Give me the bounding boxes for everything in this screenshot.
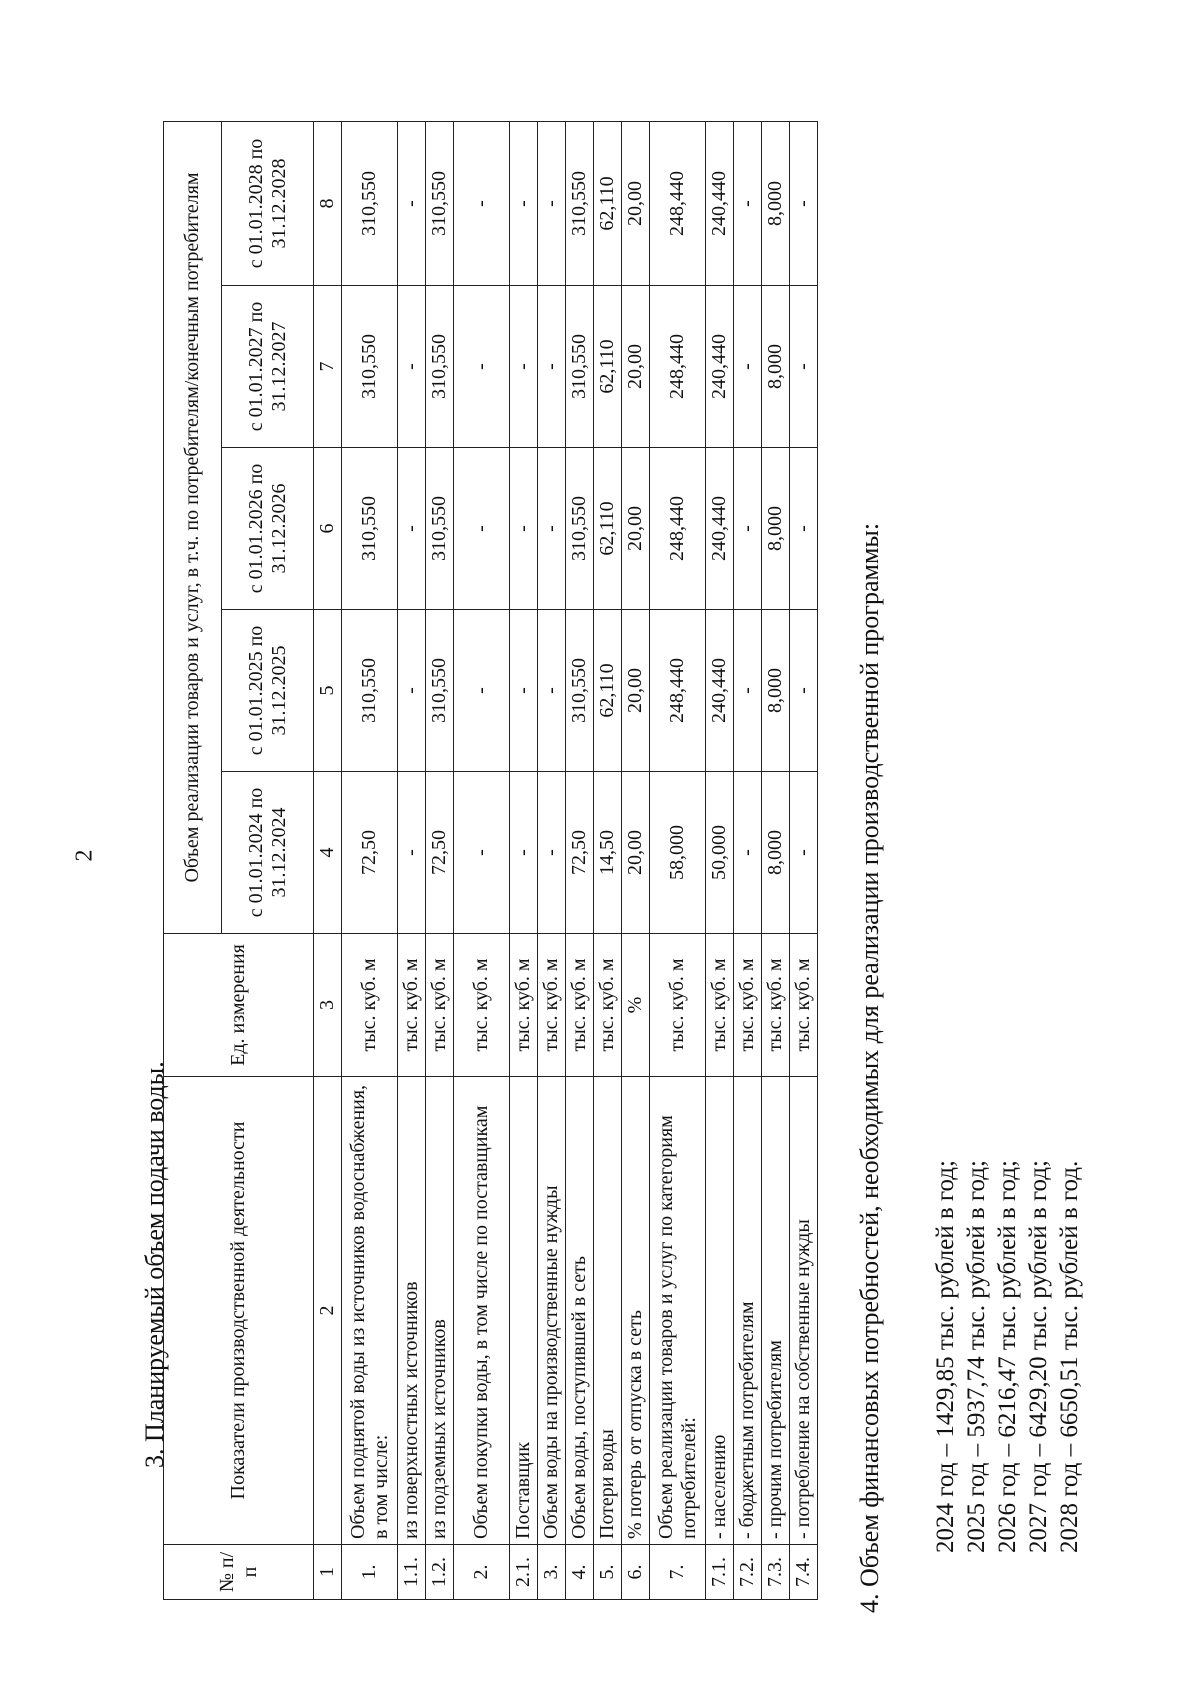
row-num: 2. bbox=[454, 1545, 510, 1600]
row-value: - bbox=[538, 448, 566, 610]
row-value: 72,50 bbox=[426, 772, 454, 934]
row-value: - bbox=[734, 448, 762, 610]
row-value: 310,550 bbox=[342, 286, 398, 448]
row-value: - bbox=[398, 121, 426, 285]
row-value: - bbox=[510, 286, 538, 448]
row-value: - bbox=[510, 610, 538, 772]
header-period-2028: с 01.01.2028 по 31.12.2028 bbox=[222, 121, 314, 285]
table-row bbox=[510, 121, 538, 1599]
financial-need-2028: 2028 год – 6650,51 тыс. рублей в год. bbox=[1056, 1160, 1083, 1553]
row-value: 62,110 bbox=[594, 610, 622, 772]
row-unit: тыс. куб. м bbox=[566, 934, 594, 1077]
row-indicator: Поставщик bbox=[510, 1077, 538, 1545]
row-value: - bbox=[538, 286, 566, 448]
col-number: 8 bbox=[314, 121, 342, 285]
table-row bbox=[650, 121, 706, 1599]
section-4-title: 4. Объем финансовых потребностей, необходимых для реализации производственной программы: bbox=[855, 522, 884, 1613]
row-value: - bbox=[734, 121, 762, 285]
row-value: - bbox=[398, 448, 426, 610]
row-value: - bbox=[454, 610, 510, 772]
row-value: 310,550 bbox=[426, 448, 454, 610]
row-value: 310,550 bbox=[342, 448, 398, 610]
col-number: 7 bbox=[314, 286, 342, 448]
row-value: 310,550 bbox=[566, 121, 594, 285]
row-indicator: - населению bbox=[706, 1077, 734, 1545]
row-indicator: - прочим потребителям bbox=[762, 1077, 790, 1545]
row-unit: тыс. куб. м bbox=[594, 934, 622, 1077]
row-value: 310,550 bbox=[566, 610, 594, 772]
row-value: - bbox=[790, 610, 818, 772]
row-value: - bbox=[398, 772, 426, 934]
col-number: 6 bbox=[314, 448, 342, 610]
row-unit: тыс. куб. м bbox=[426, 934, 454, 1077]
row-num: 2.1. bbox=[510, 1545, 538, 1600]
row-value: 310,550 bbox=[426, 610, 454, 772]
row-value: - bbox=[398, 286, 426, 448]
header-period-2024: с 01.01.2024 по 31.12.2024 bbox=[222, 772, 314, 934]
row-value: 20,00 bbox=[622, 286, 650, 448]
header-period-2027: с 01.01.2027 по 31.12.2027 bbox=[222, 286, 314, 448]
row-indicator: - бюджетным потребителям bbox=[734, 1077, 762, 1545]
row-num: 1.2. bbox=[426, 1545, 454, 1600]
row-unit: тыс. куб. м bbox=[706, 934, 734, 1077]
row-value: 240,440 bbox=[706, 121, 734, 285]
row-unit: тыс. куб. м bbox=[342, 934, 398, 1077]
table-row bbox=[734, 121, 762, 1599]
row-value: - bbox=[790, 772, 818, 934]
row-indicator: Объем воды, поступившей в сеть bbox=[566, 1077, 594, 1545]
row-unit: тыс. куб. м bbox=[454, 934, 510, 1077]
financial-need-2026: 2026 год – 6216,47 тыс. рублей в год; bbox=[994, 1160, 1021, 1553]
row-unit: тыс. куб. м bbox=[510, 934, 538, 1077]
row-value: 58,000 bbox=[650, 772, 706, 934]
row-value: 8,000 bbox=[762, 772, 790, 934]
row-value: 20,00 bbox=[622, 610, 650, 772]
row-value: - bbox=[510, 121, 538, 285]
row-indicator: Объем покупки воды, в том числе по поставщикам bbox=[454, 1077, 510, 1545]
financial-needs-list bbox=[930, 1160, 1085, 1553]
row-num: 1.1. bbox=[398, 1545, 426, 1600]
row-indicator: Объем реализации товаров и услуг по категориям потребителей: bbox=[650, 1077, 706, 1545]
page-number: 2 bbox=[71, 849, 98, 862]
table-row bbox=[762, 121, 790, 1599]
row-num: 4. bbox=[566, 1545, 594, 1600]
row-num: 6. bbox=[622, 1545, 650, 1600]
row-unit: тыс. куб. м bbox=[734, 934, 762, 1077]
table-row bbox=[342, 121, 398, 1599]
row-value: - bbox=[454, 121, 510, 285]
row-num: 7.3. bbox=[762, 1545, 790, 1600]
row-value: 14,50 bbox=[594, 772, 622, 934]
header-num: № п/п bbox=[164, 1545, 314, 1600]
row-value: 248,440 bbox=[650, 448, 706, 610]
row-value: - bbox=[510, 772, 538, 934]
row-value: 8,000 bbox=[762, 286, 790, 448]
header-unit: Ед. измерения bbox=[164, 934, 314, 1077]
row-value: 310,550 bbox=[566, 448, 594, 610]
header-group: Объем реализации товаров и услуг, в т.ч. по потребителям/конечным потребителям bbox=[164, 121, 222, 933]
row-value: - bbox=[538, 121, 566, 285]
table-row bbox=[538, 121, 566, 1599]
row-value: 8,000 bbox=[762, 610, 790, 772]
row-unit: тыс. куб. м bbox=[538, 934, 566, 1077]
header-period-2026: с 01.01.2026 по 31.12.2026 bbox=[222, 448, 314, 610]
row-indicator: Потери воды bbox=[594, 1077, 622, 1545]
row-value: 20,00 bbox=[622, 772, 650, 934]
row-num: 5. bbox=[594, 1545, 622, 1600]
row-indicator: % потерь от отпуска в сеть bbox=[622, 1077, 650, 1545]
row-indicator: Объем воды на производственные нужды bbox=[538, 1077, 566, 1545]
row-value: 20,00 bbox=[622, 448, 650, 610]
row-value: - bbox=[734, 286, 762, 448]
row-value: - bbox=[790, 448, 818, 610]
row-value: - bbox=[538, 772, 566, 934]
row-indicator: из поверхностных источников bbox=[398, 1077, 426, 1545]
row-value: 72,50 bbox=[566, 772, 594, 934]
row-value: - bbox=[454, 448, 510, 610]
row-unit: тыс. куб. м bbox=[790, 934, 818, 1077]
table-row bbox=[426, 121, 454, 1599]
row-indicator: Объем поднятой воды из источников водоснабжения, в том числе: bbox=[342, 1077, 398, 1545]
row-value: 310,550 bbox=[426, 121, 454, 285]
row-num: 7.2. bbox=[734, 1545, 762, 1600]
water-supply-table bbox=[163, 121, 818, 1600]
row-value: 248,440 bbox=[650, 121, 706, 285]
row-value: - bbox=[398, 610, 426, 772]
financial-need-2027: 2027 год – 6429,20 тыс. рублей в год; bbox=[1025, 1160, 1052, 1553]
row-unit: тыс. куб. м bbox=[650, 934, 706, 1077]
table-row bbox=[706, 121, 734, 1599]
row-unit: тыс. куб. м bbox=[762, 934, 790, 1077]
row-num: 3. bbox=[538, 1545, 566, 1600]
row-value: 62,110 bbox=[594, 448, 622, 610]
financial-need-2024: 2024 год – 1429,85 тыс. рублей в год; bbox=[932, 1160, 959, 1553]
row-value: - bbox=[454, 286, 510, 448]
col-number: 5 bbox=[314, 610, 342, 772]
col-number: 2 bbox=[314, 1077, 342, 1545]
section-3-title: 3. Планируемый объем подачи воды. bbox=[140, 1061, 169, 1468]
row-value: - bbox=[538, 610, 566, 772]
row-value: 248,440 bbox=[650, 610, 706, 772]
row-value: 62,110 bbox=[594, 121, 622, 285]
row-value: 310,550 bbox=[566, 286, 594, 448]
row-value: 310,550 bbox=[342, 610, 398, 772]
row-num: 1. bbox=[342, 1545, 398, 1600]
row-value: - bbox=[734, 610, 762, 772]
table-row bbox=[594, 121, 622, 1599]
row-num: 7. bbox=[650, 1545, 706, 1600]
row-value: 62,110 bbox=[594, 286, 622, 448]
row-value: 240,440 bbox=[706, 610, 734, 772]
col-number: 4 bbox=[314, 772, 342, 934]
row-value: - bbox=[454, 772, 510, 934]
financial-need-2025: 2025 год – 5937,74 тыс. рублей в год; bbox=[963, 1160, 990, 1553]
row-value: - bbox=[790, 286, 818, 448]
row-unit: % bbox=[622, 934, 650, 1077]
row-num: 7.1. bbox=[706, 1545, 734, 1600]
col-number: 3 bbox=[314, 934, 342, 1077]
row-value: 20,00 bbox=[622, 121, 650, 285]
row-value: 8,000 bbox=[762, 448, 790, 610]
table-row bbox=[790, 121, 818, 1599]
row-value: 240,440 bbox=[706, 448, 734, 610]
table-row bbox=[622, 121, 650, 1599]
row-indicator: из подземных источников bbox=[426, 1077, 454, 1545]
row-indicator: - потребление на собственные нужды bbox=[790, 1077, 818, 1545]
row-value: - bbox=[790, 121, 818, 285]
row-value: - bbox=[734, 772, 762, 934]
row-value: 310,550 bbox=[426, 286, 454, 448]
table-row bbox=[398, 121, 426, 1599]
row-value: 50,000 bbox=[706, 772, 734, 934]
row-value: 248,440 bbox=[650, 286, 706, 448]
row-num: 7.4. bbox=[790, 1545, 818, 1600]
table-row bbox=[566, 121, 594, 1599]
row-value: 8,000 bbox=[762, 121, 790, 285]
row-value: - bbox=[510, 448, 538, 610]
header-indicator: Показатели производственной деятельности bbox=[164, 1077, 314, 1545]
row-value: 72,50 bbox=[342, 772, 398, 934]
row-value: 240,440 bbox=[706, 286, 734, 448]
table-row bbox=[454, 121, 510, 1599]
header-period-2025: с 01.01.2025 по 31.12.2025 bbox=[222, 610, 314, 772]
col-number: 1 bbox=[314, 1545, 342, 1600]
row-unit: тыс. куб. м bbox=[398, 934, 426, 1077]
row-value: 310,550 bbox=[342, 121, 398, 285]
